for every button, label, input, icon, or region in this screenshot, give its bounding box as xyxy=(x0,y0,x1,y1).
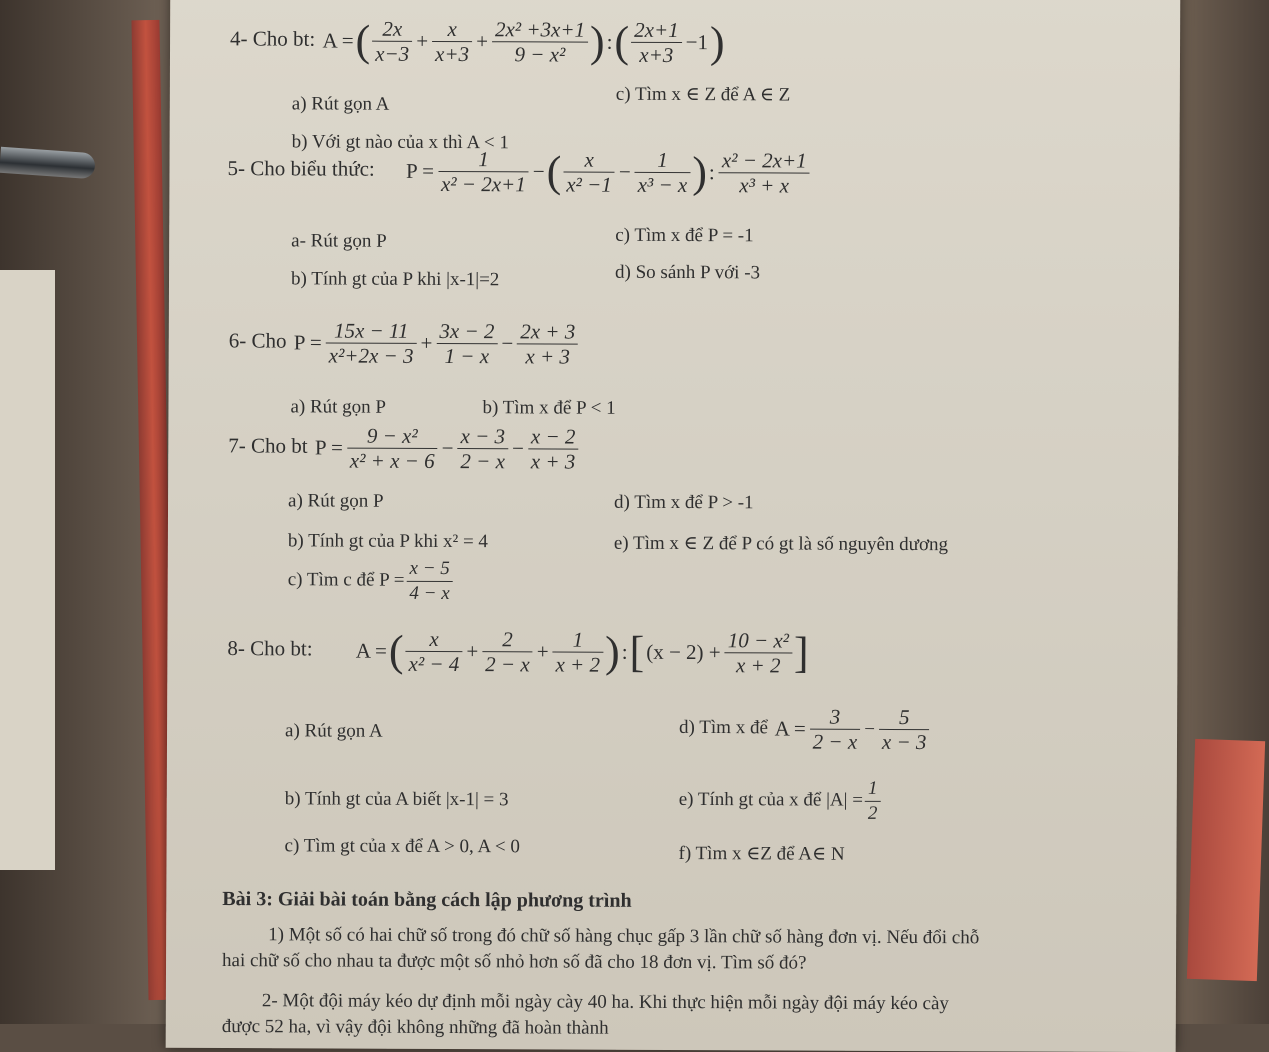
fraction: $\frac{5}{x - 3}$ xyxy=(879,705,930,754)
problem-4-var: A = xyxy=(322,28,354,53)
problem-8f: f) Tìm x ∈Z để A∈ N xyxy=(678,843,845,865)
fraction: $\frac{\text{9 − x²}}{\text{x² + x − 6}}$ xyxy=(347,424,438,473)
problem-7e: e) Tìm x ∈ Z để P có gt là số nguyên dương xyxy=(613,532,949,556)
problem-4a: a) Rút gọn A xyxy=(291,93,390,115)
fraction: $\frac{1}{\text{x² − 2x+1}}$ xyxy=(438,147,529,196)
problem-8c: c) Tìm gt của x để A > 0, A < 0 xyxy=(284,835,520,858)
problem-8-lead: 8- Cho bt: xyxy=(227,636,313,661)
problem-6-expression: 6- Cho P = $\frac{15x - 11}{\text{x²+2x − 3}}$ + $\frac{3x - 2}{1 - x}$ − $\frac{2x + 3}{x + 3}$ xyxy=(229,318,581,369)
problem-4-lead: 4- Cho bt: xyxy=(230,26,316,51)
problem-5-expression: 5- Cho biểu thức: P = $\frac{1}{\text{x² − 2x+1}}$ −( $\frac{x}{\text{x² −1}}$ − $\frac{1}{\text{x³ − x}}$ ): $\frac{\text{x² − 2x+1}}{\text{x³ + x}}$ xyxy=(227,146,811,198)
problem-8b: b) Tính gt của A biết |x-1| = 3 xyxy=(284,788,509,811)
problem-8e: e) Tính gt của x để |A| = $\frac{1}{2}$ xyxy=(679,776,883,826)
fraction: $\frac{2x+1}{x+3}$ xyxy=(631,18,682,67)
fraction: $\frac{3}{2 - x}$ xyxy=(810,705,861,754)
problem-7c: c) Tìm c để P = $\frac{x - 5}{4 - x}$ xyxy=(288,556,455,606)
problem-5a: a- Rút gọn P xyxy=(291,230,387,252)
fraction: $\frac{x - 5}{4 - x}$ xyxy=(406,557,452,606)
problem-5-lead: 5- Cho biểu thức: xyxy=(227,156,375,182)
problem-8a: a) Rút gọn A xyxy=(285,720,383,742)
fraction: $\frac{\text{2x² +3x+1}}{\text{9 − x²}}$ xyxy=(492,17,588,66)
fraction: $\frac{2}{2 - x}$ xyxy=(482,627,533,676)
fraction: $\frac{x}{\text{x² − 4}}$ xyxy=(405,627,462,676)
fraction: $\frac{1}{\text{x³ − x}}$ xyxy=(635,148,691,197)
fraction: $\frac{1}{2}$ xyxy=(865,777,881,826)
problem-4c: c) Tìm x ∈ Z để A ∈ Z xyxy=(615,83,791,106)
question-2-line-2: được 52 ha, vì vậy đội không những đã hoàn thành xyxy=(221,1016,609,1039)
problem-5b: b) Tính gt của P khi |x-1|=2 xyxy=(290,268,500,291)
problem-7b: b) Tính gt của P khi x² = 4 xyxy=(287,530,489,553)
problem-6a: a) Rút gọn P xyxy=(290,396,387,418)
worksheet-page xyxy=(166,0,1181,1052)
problem-6-lead: 6- Cho xyxy=(228,328,287,353)
red-folder-right xyxy=(1187,739,1265,981)
fraction: $\frac{x}{x+3}$ xyxy=(432,17,472,66)
fraction: $\frac{2x}{x-3}$ xyxy=(372,17,412,66)
question-1-line-1: 1) Một số có hai chữ số trong đó chữ số hàng chục gấp 3 lần chữ số hàng đơn vị. Nếu đổi chỗ xyxy=(268,924,980,949)
problem-5c: c) Tìm x để P = -1 xyxy=(615,224,754,247)
section-title: Bài 3: Giải bài toán bằng cách lập phương trình xyxy=(222,888,632,912)
fraction: $\frac{15x - 11}{\text{x²+2x − 3}}$ xyxy=(326,318,417,367)
fraction: $\frac{\text{x² − 2x+1}}{\text{x³ + x}}$ xyxy=(719,148,810,197)
fraction: $\frac{1}{x + 2}$ xyxy=(552,627,603,676)
problem-7-expression: 7- Cho bt P = $\frac{\text{9 − x²}}{\text{x² + x − 6}}$ − $\frac{x - 3}{2 - x}$ − $\frac{x - 2}{x + 3}$ xyxy=(228,423,580,474)
question-1-line-2: hai chữ số cho nhau ta được một số nhỏ hơn số đã cho 18 đơn vị. Tìm số đó? xyxy=(222,950,807,974)
fraction: $\frac{3x - 2}{1 - x}$ xyxy=(436,319,497,368)
fraction: $\frac{x - 3}{2 - x}$ xyxy=(457,424,508,473)
fraction: $\frac{x}{\text{x² −1}}$ xyxy=(563,148,615,197)
problem-4b: b) Với gt nào của x thì A < 1 xyxy=(291,131,509,154)
question-2-line-1: 2- Một đội máy kéo dự định mỗi ngày cày 40 ha. Khi thực hiện mỗi ngày đội máy kéo cày xyxy=(261,990,949,1015)
problem-4-expression: 4- Cho bt: A =( $\frac{2x}{x-3}$ + $\frac{x}{x+3}$ + $\frac{\text{2x² +3x+1}}{\text{9 − x²}}$ ):( $\frac{2x+1}{x+3}$ −1) xyxy=(230,16,725,67)
fraction: $\frac{\text{10 − x²}}{x + 2}$ xyxy=(725,628,793,677)
problem-5d: d) So sánh P với -3 xyxy=(615,261,761,284)
fraction: $\frac{2x + 3}{x + 3}$ xyxy=(517,319,578,368)
problem-6b: b) Tìm x để P < 1 xyxy=(482,397,616,419)
problem-7-lead: 7- Cho bt xyxy=(228,433,308,458)
fraction: $\frac{x - 2}{x + 3}$ xyxy=(528,424,579,473)
problem-8d: d) Tìm x để A = $\frac{3}{2 - x}$ − $\frac{5}{x - 3}$ xyxy=(679,704,932,754)
problem-8-expression: 8- Cho bt: A =( $\frac{x}{\text{x² − 4}}$ + $\frac{2}{2 - x}$ + $\frac{1}{x + 2}$ ):[(x − 2) + $\frac{\text{10 − x²}}{x + 2}$ ] xyxy=(227,626,809,678)
side-paper xyxy=(0,270,55,870)
problem-7d: d) Tìm x để P > -1 xyxy=(614,491,754,514)
problem-7a: a) Rút gọn P xyxy=(288,490,384,512)
